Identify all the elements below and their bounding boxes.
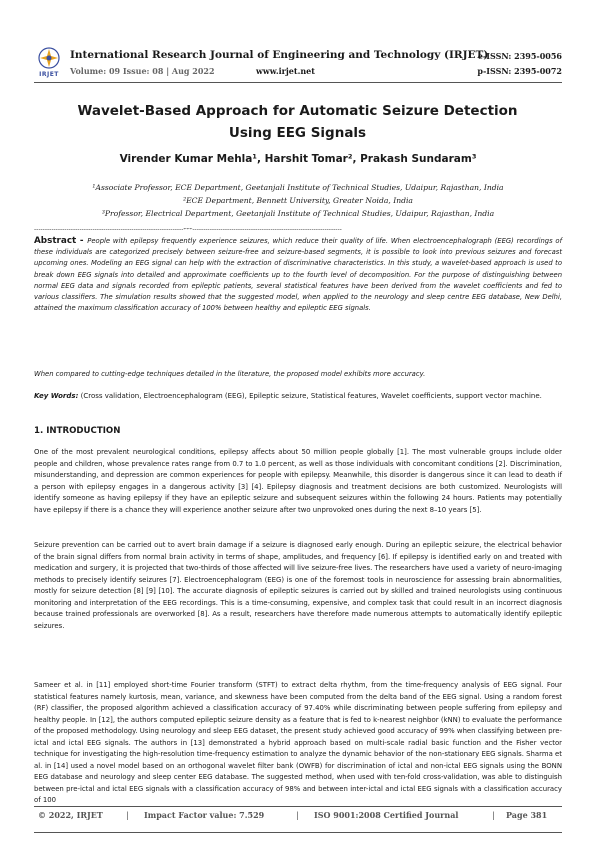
paragraph-3: Sameer et al. in [11] employed short-time Fourier transform (STFT) to extract delta rhythm, from the time-frequency analysis of EEG signal. Four statistical features namely kurtosis, mean, variance, and skewness have been computed from the delta band of the EEG signal. Using a random forest (RF) classifier, the proposed algorithm achieved a classification accuracy of 97.40% while discriminating between people suffering from epilepsy and healthy people. In [12], the authors computed epileptic seizure density as a feature that is fed to k-nearest neighbor (kNN) to evaluate the performance of the proposed methodology. Using neurology and sleep EEG dataset, the present study achieved good accuracy of 99% when classifying between pre-ictal and ictal EEG signals. The authors in [13] demonstrated a hybrid approach based on multi-scale radial basic function and the Fisher vector technique for investigating the high-resolution time-frequency estimation to analyze the dynamic behavior of the non-stationary EEG signals. Sharma et al. in [14] used a novel model based on an orthogonal wavelet filter bank (OWFB) for discrimination of ictal and non-ictal EEG signals using the BONN EEG database and neurology and sleep center EEG database. The suggested method, when used with ten-fold cross-validation, was able to distinguish between pre-ictal and ictal EEG signals with a classification accuracy of 98% and between inter-ictal and ictal EEG signals with a classification accuracy of 100 bbox=[34, 681, 562, 804]
journal-header bbox=[34, 46, 562, 80]
abstract bbox=[34, 236, 562, 314]
affiliation-2: ²ECE Department, Bennett University, Greater Noida, India bbox=[183, 196, 413, 205]
keywords-label: Key Words: bbox=[34, 392, 79, 400]
irjet-logo: IRJET bbox=[34, 46, 64, 80]
keywords-text: (Cross validation, Electroencephalogram (EEG), Epileptic seizure, Statistical features, Wavelet coefficients, support vector machine. bbox=[78, 392, 542, 400]
footer-copyright: © 2022, IRJET bbox=[38, 810, 103, 820]
abstract-label: Abstract - bbox=[34, 236, 88, 246]
keywords bbox=[34, 391, 562, 402]
paragraph-2: Seizure prevention can be carried out to avert brain damage if a seizure is diagnosed early enough. During an epileptic seizure, the electrical behavior of the brain signal differs from normal brain activity in terms of shape, amplitudes, and frequency [6]. If epilepsy is identified early on and treated with medication and surgery, it is projected that two-thirds of those affected will live seizure-free lives. The researchers have used a variety of neuro-imaging methods to precisely identify seizures [7]. Electroencephalogram (EEG) is one of the foremost tools in neuroscience for assessing brain abnormalities, mostly for seizure detection [8] [9] [10]. The accurate diagnosis of epileptic seizures is carried out by skilled and trained neurologists using continuous monitoring and interpretation of the EEG recordings. This is a time-consuming, expensive, and complex task that could result in an incorrect diagnosis because trained professionals are overworked [8]. As a result, researchers have therefore made numerous attempts to automatically identify epileptic seizures. bbox=[34, 541, 562, 630]
section-heading: 1. INTRODUCTION bbox=[34, 426, 121, 436]
affiliation-1: ¹Associate Professor, ECE Department, Geetanjali Institute of Technical Studies, Udaipur, Rajasthan, India bbox=[92, 183, 504, 192]
eissn: e-ISSN: 2395-0056 bbox=[477, 51, 562, 61]
footer-divider: | bbox=[126, 810, 129, 820]
paragraph-1: One of the most prevalent neurological conditions, epilepsy affects about 50 million people globally [1]. The most vulnerable groups include older people and children, whose prevalence rates range from 0.7 to 1.0 percent, as well as those individuals with concomitant conditions [2]. Discrimination, misunderstanding, and depression are common experiences for people with epilepsy. Meanwhile, this disorder is dangerous since it can lead to death if a person with epilepsy engages in a dangerous activity [3] [4]. Epilepsy diagnosis and treatment decisions are both customized. Neurologists will identify someone as having epilepsy if they have an epileptic seizure and subsequent seizures within the following 24 hours. Patients may potentially have epilepsy if there is a chance they will experience another seizure after two unprovoked ones during the next 8–10 years [5]. bbox=[34, 448, 562, 514]
footer-iso: ISO 9001:2008 Certified Journal bbox=[314, 810, 459, 820]
volume-issue: Volume: 09 Issue: 08 | Aug 2022 bbox=[70, 66, 215, 76]
paper-authors: Virender Kumar Mehla¹, Harshit Tomar², Prakash Sundaram³ bbox=[119, 153, 477, 165]
footer-impact-factor: Impact Factor value: 7.529 bbox=[144, 810, 265, 820]
footer-divider: | bbox=[296, 810, 299, 820]
affiliation-3: ³Professor, Electrical Department, Geetanjali Institute of Technical Studies, Udaipur, Rajasthan, India bbox=[101, 209, 495, 218]
footer-divider: | bbox=[492, 810, 495, 820]
page-footer bbox=[34, 810, 562, 824]
journal-website-link[interactable]: www.irjet.net bbox=[256, 66, 315, 76]
abstract-text: People with epilepsy frequently experience seizures, which reduce their quality of life. When electroencephalograph (EEG) recordings of these individuals are categorized precisely between seizure-free and seizure-based segments, it is possible to look into previous seizures and forecast upcoming ones. Modeling an EEG signal can help with the extraction of discriminative characteristics. In this study, a wavelet-based approach is used to break down EEG signals into detailed and approximate coefficients up to the fourth level of decomposition. For the purpose of distinguishing between normal EEG data and signals recorded from epileptic patients, several statistical features have been derived from the wavelet coefficients and fed to various classifiers. The simulation results showed that the suggested model, when applied to the neurology and sleep centre EEG database, New Delhi, attained the maximum classification accuracy of 100% between healthy and epileptic EEG signals. bbox=[34, 237, 562, 313]
footer-bottom-divider bbox=[34, 832, 562, 833]
footer-top-divider bbox=[34, 806, 562, 807]
header-divider bbox=[34, 82, 562, 83]
journal-name: International Research Journal of Engineering and Technology (IRJET) bbox=[70, 49, 489, 61]
paper-title: Wavelet-Based Approach for Automatic Seizure Detection Using EEG Signals bbox=[77, 103, 518, 141]
footer-page-number: Page 381 bbox=[506, 810, 548, 820]
pissn: p-ISSN: 2395-0072 bbox=[477, 66, 562, 76]
abstract-text-2: When compared to cutting-edge techniques detailed in the literature, the proposed model exhibits more accuracy. bbox=[34, 370, 426, 378]
section-separator: ---------------------------------------------------------------------***--------------------------------------------------------------------- bbox=[34, 228, 342, 232]
